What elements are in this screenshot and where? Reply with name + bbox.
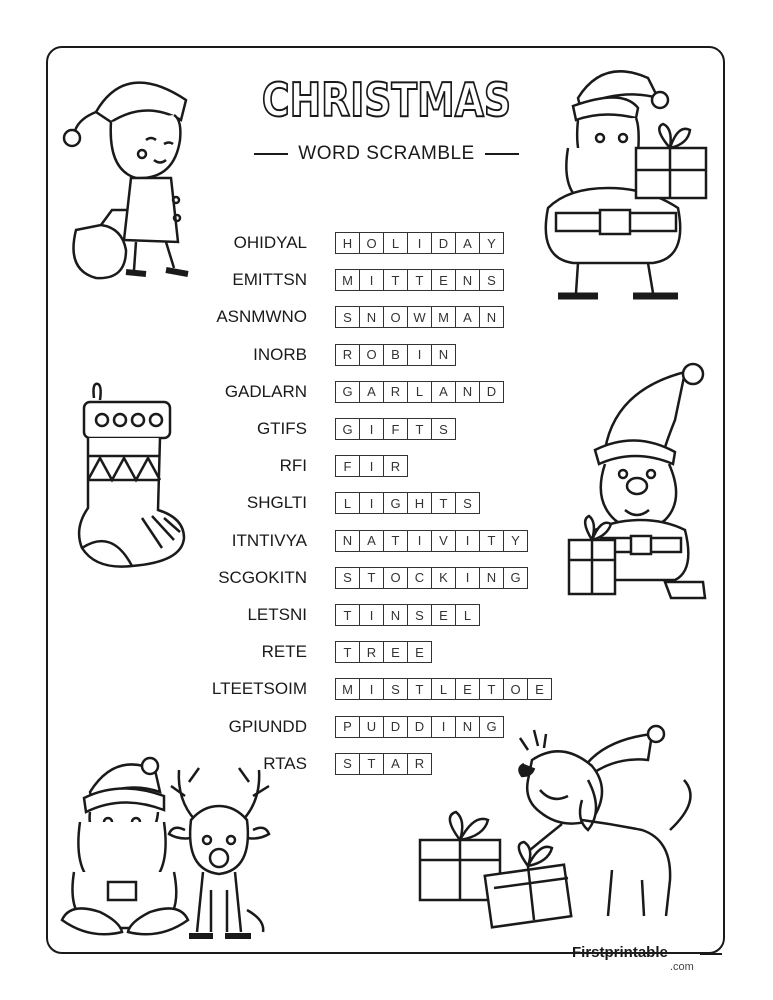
answer-letter-box: G — [335, 418, 360, 440]
answer-letter-box: E — [407, 641, 432, 663]
answer-letter-box: I — [455, 530, 480, 552]
answer-boxes — [335, 269, 504, 291]
answer-letter-box: T — [359, 567, 384, 589]
answer-letter-box: T — [383, 530, 408, 552]
scrambled-word: ITNTIVYA — [231, 530, 307, 550]
answer-letter-box: K — [431, 567, 456, 589]
answer-letter-box: E — [431, 269, 456, 291]
puppy-with-gifts-icon — [412, 720, 708, 930]
answer-letter-box: L — [335, 492, 360, 514]
answer-letter-box: I — [359, 678, 384, 700]
answer-letter-box: I — [407, 344, 432, 366]
answer-letter-box: T — [335, 604, 360, 626]
answer-letter-box: R — [407, 753, 432, 775]
subtitle-rule-right — [485, 153, 519, 155]
answer-letter-box: F — [335, 455, 360, 477]
answer-letter-box: L — [383, 232, 408, 254]
answer-boxes — [335, 306, 504, 328]
answer-letter-box: I — [359, 604, 384, 626]
scrambled-word: ASNMWNO — [216, 307, 307, 327]
santa-with-gift-icon — [528, 58, 718, 310]
scrambled-word: SCGOKITN — [218, 567, 307, 587]
answer-letter-box: S — [407, 604, 432, 626]
brand-suffix: .com — [670, 961, 694, 973]
answer-letter-box: V — [431, 530, 456, 552]
answer-letter-box: L — [455, 604, 480, 626]
christmas-stocking-icon — [72, 378, 190, 576]
answer-letter-box: I — [359, 418, 384, 440]
answer-letter-box: N — [479, 567, 504, 589]
answer-letter-box: N — [455, 716, 480, 738]
answer-letter-box: W — [407, 306, 432, 328]
answer-letter-box: D — [383, 716, 408, 738]
subtitle-rule-left — [254, 153, 288, 155]
scrambled-word: RFI — [279, 456, 307, 476]
answer-letter-box: E — [383, 641, 408, 663]
answer-letter-box: H — [407, 492, 432, 514]
answer-letter-box: I — [359, 492, 384, 514]
scrambled-word: RTAS — [263, 753, 307, 773]
answer-boxes — [335, 567, 528, 589]
answer-boxes — [335, 232, 504, 254]
word-row — [150, 491, 480, 515]
answer-letter-box: P — [335, 716, 360, 738]
word-row — [150, 640, 432, 664]
answer-boxes — [335, 344, 456, 366]
answer-letter-box: R — [383, 381, 408, 403]
answer-letter-box: T — [335, 641, 360, 663]
answer-letter-box: S — [335, 306, 360, 328]
answer-letter-box: T — [359, 753, 384, 775]
word-row — [150, 677, 552, 701]
answer-letter-box: G — [383, 492, 408, 514]
answer-letter-box: O — [359, 344, 384, 366]
brand-name: Firstprintable — [572, 944, 668, 961]
answer-letter-box: S — [335, 753, 360, 775]
answer-letter-box: R — [335, 344, 360, 366]
answer-letter-box: M — [335, 678, 360, 700]
subtitle-row — [230, 140, 543, 168]
answer-letter-box: U — [359, 716, 384, 738]
word-row — [150, 305, 504, 329]
answer-letter-box: O — [503, 678, 528, 700]
answer-letter-box: S — [479, 269, 504, 291]
answer-boxes — [335, 641, 432, 663]
word-row — [150, 417, 456, 441]
answer-letter-box: R — [359, 641, 384, 663]
reindeer-icon — [165, 760, 275, 945]
brand-underline — [700, 953, 722, 955]
answer-letter-box: A — [455, 306, 480, 328]
answer-letter-box: G — [503, 567, 528, 589]
answer-letter-box: N — [359, 306, 384, 328]
girl-with-sack-icon — [56, 60, 206, 292]
word-row — [150, 529, 528, 553]
answer-letter-box: M — [335, 269, 360, 291]
answer-boxes — [335, 492, 480, 514]
answer-letter-box: N — [431, 344, 456, 366]
answer-letter-box: Y — [479, 232, 504, 254]
answer-letter-box: N — [455, 381, 480, 403]
word-row — [150, 603, 480, 627]
answer-letter-box: I — [407, 232, 432, 254]
answer-letter-box: L — [407, 381, 432, 403]
answer-boxes — [335, 455, 408, 477]
word-row — [150, 343, 456, 367]
answer-letter-box: F — [383, 418, 408, 440]
answer-letter-box: G — [479, 716, 504, 738]
scrambled-word: LETSNI — [247, 605, 307, 624]
answer-letter-box: N — [383, 604, 408, 626]
answer-letter-box: T — [431, 492, 456, 514]
answer-letter-box: T — [383, 269, 408, 291]
word-row — [150, 566, 528, 590]
scrambled-word: SHGLTI — [246, 493, 307, 513]
answer-letter-box: S — [335, 567, 360, 589]
answer-letter-box: S — [455, 492, 480, 514]
scrambled-word: RETE — [261, 642, 307, 662]
answer-boxes — [335, 381, 504, 403]
answer-letter-box: R — [383, 455, 408, 477]
scrambled-word: INORB — [253, 344, 307, 364]
answer-letter-box: S — [383, 678, 408, 700]
answer-letter-box: D — [431, 232, 456, 254]
answer-letter-box: I — [359, 455, 384, 477]
answer-letter-box: C — [407, 567, 432, 589]
scrambled-word: EMITTSN — [232, 270, 307, 290]
answer-letter-box: T — [479, 530, 504, 552]
answer-letter-box: N — [335, 530, 360, 552]
answer-letter-box: B — [383, 344, 408, 366]
answer-letter-box: O — [383, 306, 408, 328]
scrambled-word: OHIDYAL — [233, 233, 307, 252]
page-subtitle: WORD SCRAMBLE — [298, 143, 475, 164]
word-row — [150, 380, 504, 404]
gnome-with-gift-icon — [565, 360, 713, 605]
answer-letter-box: M — [431, 306, 456, 328]
answer-letter-box: L — [431, 678, 456, 700]
answer-letter-box: O — [359, 232, 384, 254]
answer-letter-box: T — [479, 678, 504, 700]
answer-boxes — [335, 604, 480, 626]
answer-boxes — [335, 418, 456, 440]
brand-logo — [572, 944, 694, 974]
answer-letter-box: I — [359, 269, 384, 291]
scrambled-word: GADLARN — [224, 381, 307, 401]
answer-letter-box: H — [335, 232, 360, 254]
scrambled-word: LTEETSOIM — [211, 679, 307, 699]
answer-boxes — [335, 530, 528, 552]
answer-letter-box: D — [479, 381, 504, 403]
answer-letter-box: A — [431, 381, 456, 403]
answer-letter-box: S — [431, 418, 456, 440]
answer-letter-box: E — [431, 604, 456, 626]
answer-letter-box: I — [455, 567, 480, 589]
answer-letter-box: N — [455, 269, 480, 291]
answer-letter-box: I — [407, 530, 432, 552]
answer-letter-box: D — [407, 716, 432, 738]
page-title: CHRISTMAS — [261, 73, 512, 127]
answer-letter-box: Y — [503, 530, 528, 552]
answer-letter-box: T — [407, 269, 432, 291]
answer-letter-box: A — [455, 232, 480, 254]
answer-letter-box: T — [407, 418, 432, 440]
answer-letter-box: T — [407, 678, 432, 700]
answer-letter-box: G — [335, 381, 360, 403]
answer-letter-box: E — [455, 678, 480, 700]
answer-letter-box: A — [383, 753, 408, 775]
scrambled-word: GPIUNDD — [228, 716, 307, 736]
answer-letter-box: E — [527, 678, 552, 700]
answer-letter-box: A — [359, 530, 384, 552]
answer-letter-box: O — [383, 567, 408, 589]
answer-letter-box: I — [431, 716, 456, 738]
answer-letter-box: A — [359, 381, 384, 403]
answer-letter-box: N — [479, 306, 504, 328]
scrambled-word: GTIFS — [256, 419, 307, 438]
answer-boxes — [335, 678, 552, 700]
